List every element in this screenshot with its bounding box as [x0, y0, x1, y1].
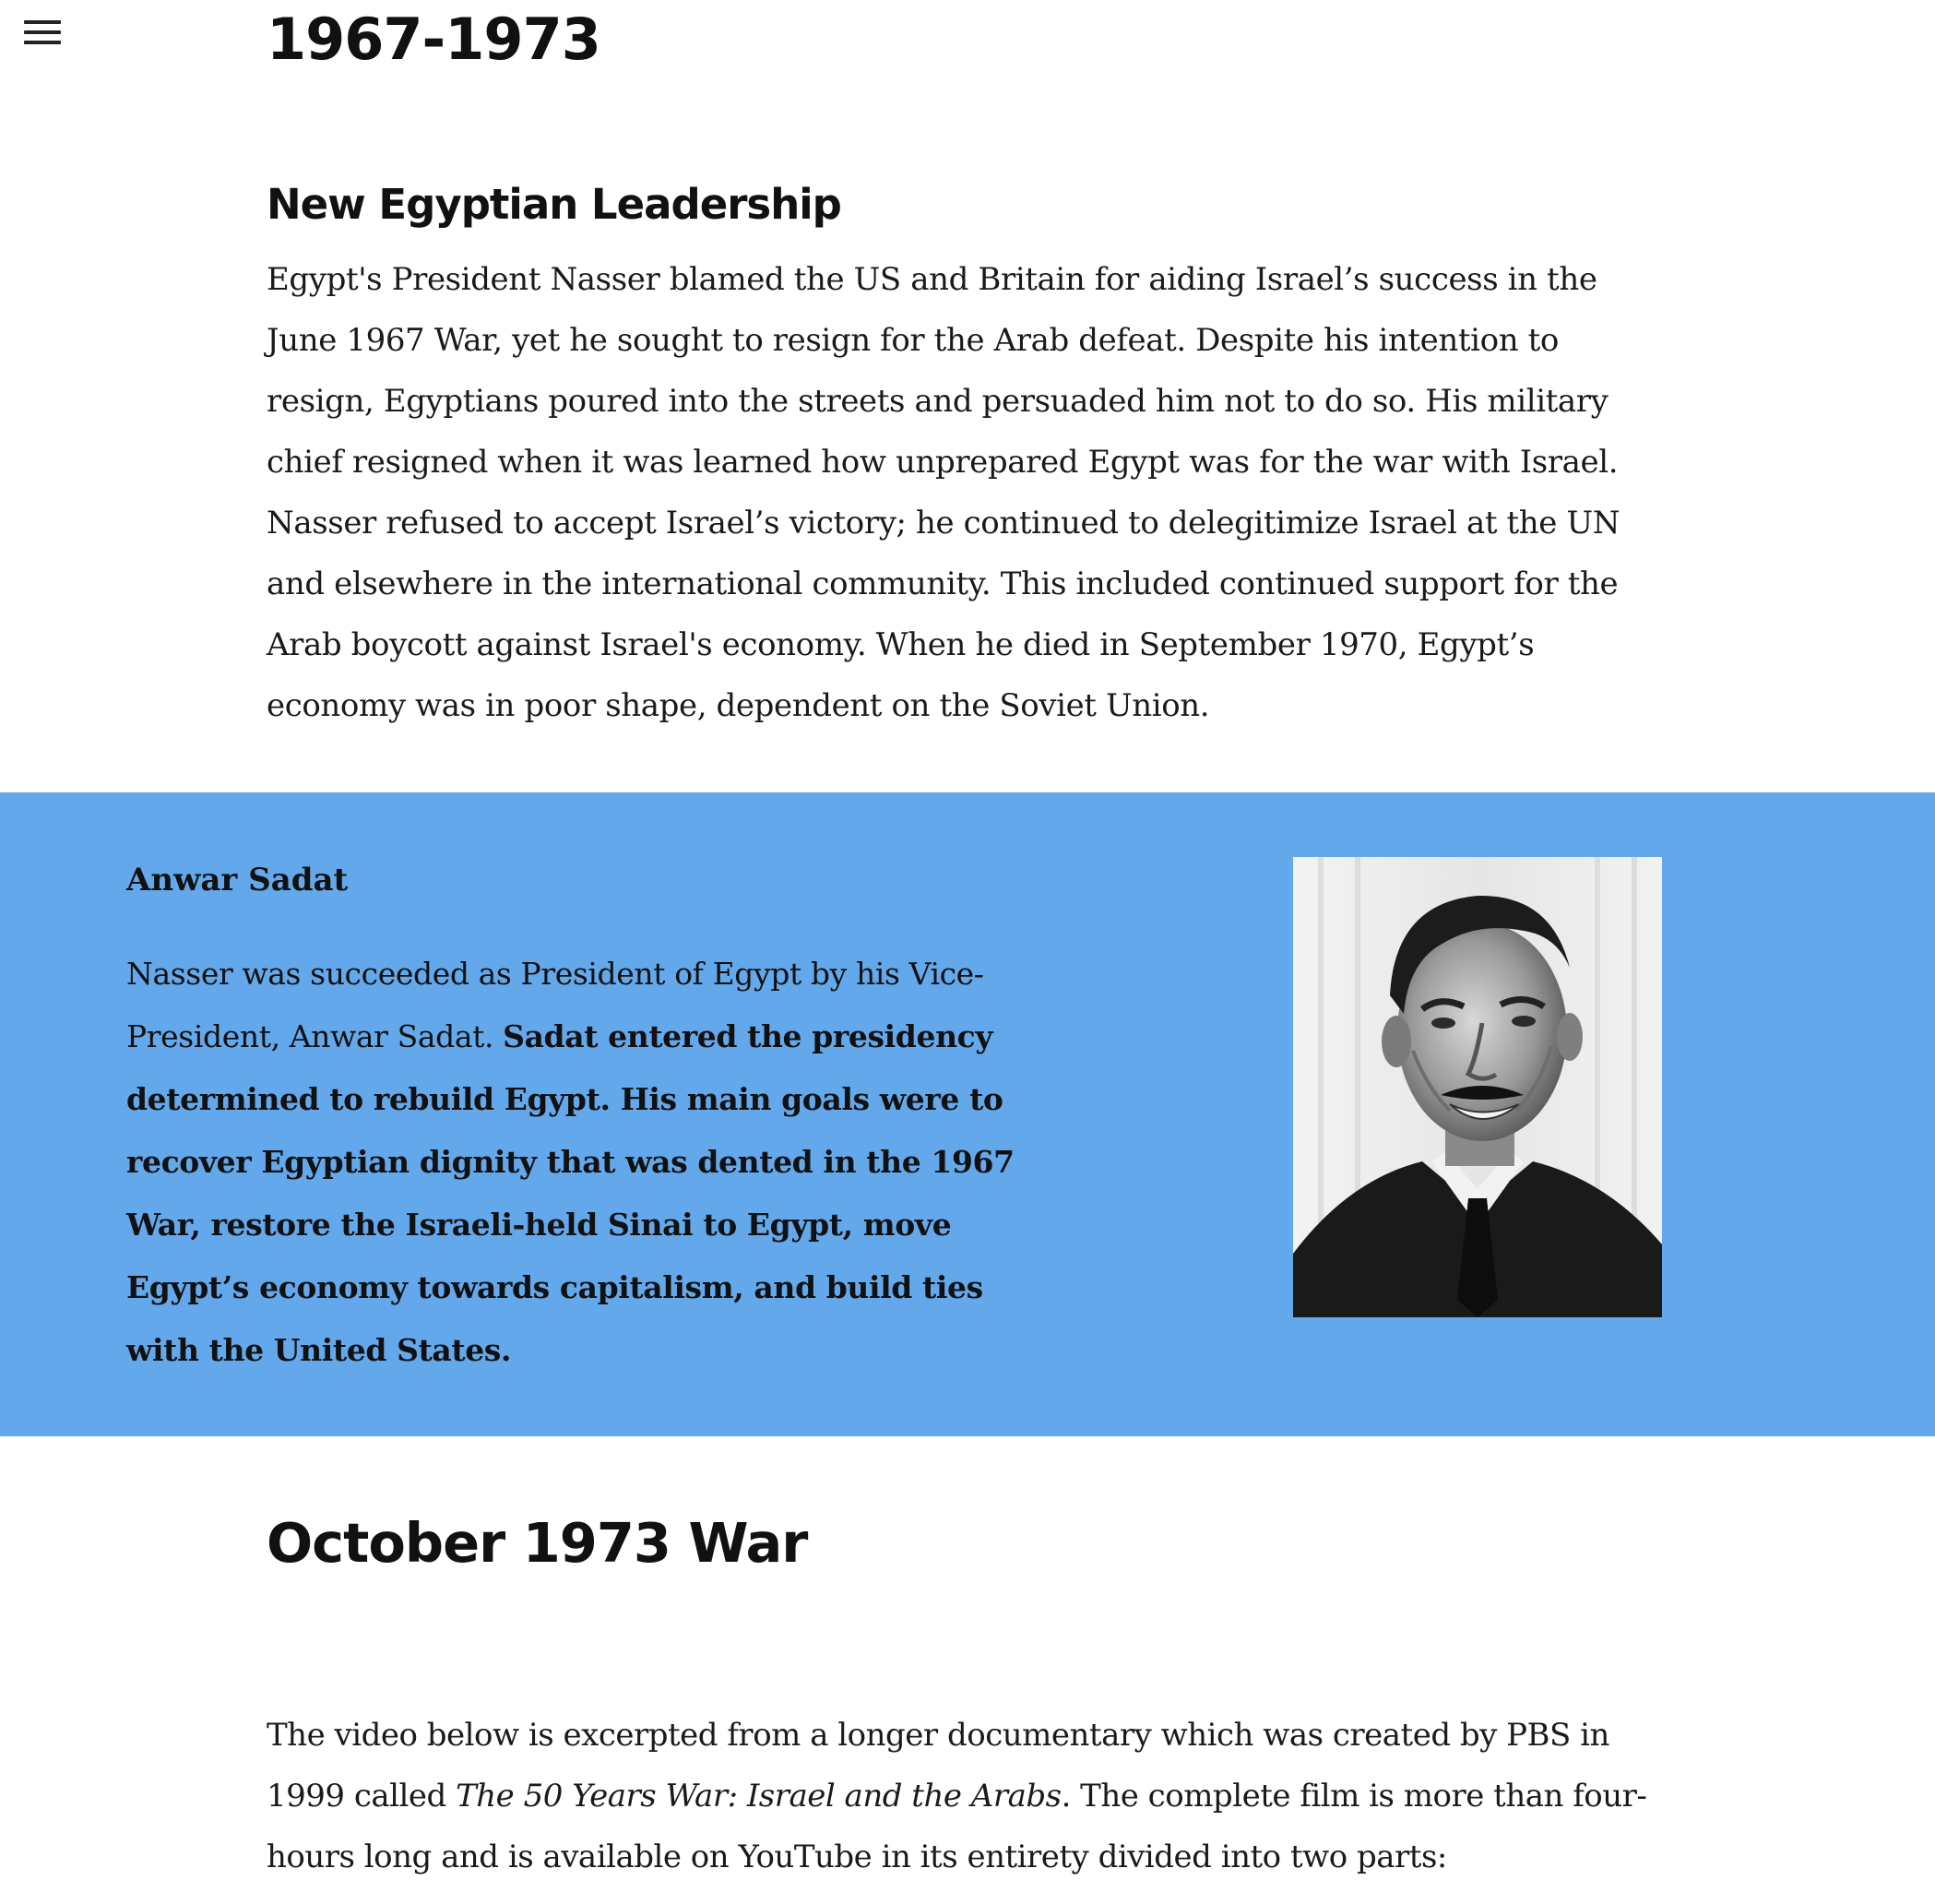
menu-bar-middle — [24, 30, 61, 34]
menu-bar-bottom — [24, 41, 61, 44]
documentary-paragraph — [267, 1705, 1687, 1887]
documentary-text-end: . The complete film is more than four-hours long and is available on YouTube in its entirety divided into two parts: — [267, 1778, 1647, 1875]
october-war-title: October 1973 War — [267, 1511, 808, 1575]
sadat-text-plain: Nasser was succeeded as President of Egypt by his Vice-President, Anwar Sadat. — [126, 956, 984, 1054]
page-title: 1967-1973 — [267, 6, 600, 73]
sadat-portrait-image — [1293, 857, 1662, 1317]
leadership-paragraph: Egypt's President Nasser blamed the US and Britain for aiding Israel’s success in the June 1967 War, yet he sought to resign for the Arab defeat. Despite his intention to resign, Egyptians poured into the streets and persuaded him not to do so. His military chief resigned when it was learned how unprepared Egypt was for the war with Israel. Nasser refused to accept Israel’s victory; he continued to delegitimize Israel at the UN and elsewhere in the international community. This included continued support for the Arab boycott against Israel's economy. When he died in September 1970, Egypt’s economy was in poor shape, dependent on the Soviet Union. — [267, 261, 1620, 724]
documentary-text-start: The video below is excerpted from a longer documentary which was created by PBS in 1999 called — [267, 1717, 1609, 1815]
sadat-text-bold: Sadat entered the presidency determined to rebuild Egypt. His main goals were to recover Egyptian dignity that was dented in the 1967 War, restore the Israeli-held Sinai to Egypt, move Egypt’s economy towards capitalism, and build ties with the United States. — [126, 1018, 1015, 1368]
section-subtitle: New Egyptian Leadership — [267, 180, 841, 229]
menu-bar-top — [24, 20, 61, 24]
sadat-panel-title: Anwar Sadat — [126, 862, 349, 898]
film-title: The 50 Years War: Israel and the Arabs — [456, 1778, 1062, 1815]
sadat-panel-text — [126, 943, 1049, 1382]
hamburger-menu-icon[interactable] — [22, 17, 65, 50]
